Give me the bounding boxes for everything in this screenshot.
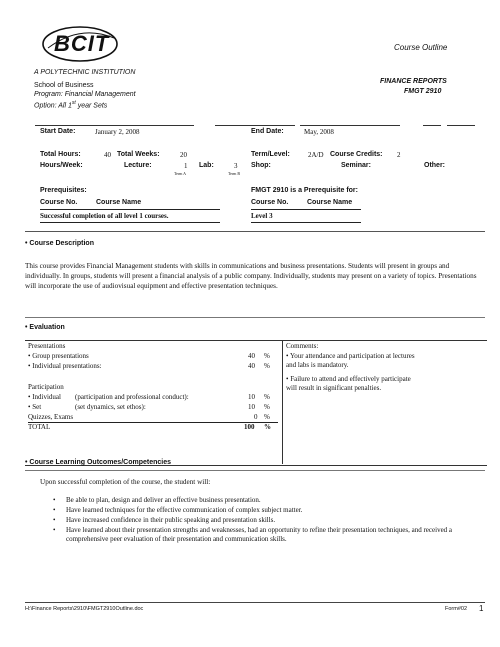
eval-group-unit: % bbox=[264, 352, 270, 360]
option-sup: st bbox=[71, 100, 76, 106]
total-hours-value: 40 bbox=[104, 151, 111, 159]
end-date-value: May, 2008 bbox=[304, 128, 334, 136]
eval-part-set-unit: % bbox=[264, 403, 270, 411]
outcome-item bbox=[53, 526, 483, 544]
eval-presentations-label: Presentations bbox=[28, 342, 66, 350]
bullet-icon: • bbox=[53, 526, 56, 534]
description-heading-text: Course Description bbox=[29, 240, 94, 247]
footer-form: Form#02 bbox=[445, 606, 468, 612]
eval-quizzes-value: 0 bbox=[254, 413, 258, 421]
footer-path: H:\Finance Reports\2910\FMGT2910Outline.doc bbox=[25, 606, 144, 612]
prereq-for-heading: FMGT 2910 is a Prerequisite for: bbox=[251, 187, 358, 194]
eval-part-individual-label: • Individual bbox=[28, 393, 61, 401]
option bbox=[34, 100, 107, 109]
eval-comment-1: • Your attendance and participation at lectures and labs is mandatory. bbox=[286, 352, 415, 369]
prereq-value: Successful completion of all level 1 courses. bbox=[40, 212, 169, 220]
school: School of Business bbox=[34, 82, 94, 89]
outcomes-intro: Upon successful completion of the course, the student will: bbox=[40, 478, 211, 486]
course-title: FINANCE REPORTS bbox=[380, 78, 447, 85]
description-heading bbox=[25, 240, 94, 247]
term-b-note: Term B bbox=[228, 171, 241, 176]
doc-type: Course Outline bbox=[394, 43, 448, 52]
prereq-for-col-name: Course Name bbox=[307, 199, 353, 206]
term-a-note: Term A bbox=[174, 171, 187, 176]
start-date-label: Start Date: bbox=[40, 128, 76, 135]
bullet-icon: • bbox=[53, 516, 56, 524]
header-rule-2 bbox=[215, 125, 295, 126]
outcome-text: Have learned about their presentation strengths and weaknesses, had an opportunity to refine their presentation techniques, and received a comprehensive peer evaluation of their presentation and communication skills. bbox=[66, 526, 453, 543]
section-rule-1 bbox=[25, 231, 485, 232]
program: Program: Financial Management bbox=[34, 91, 136, 98]
bullet-icon: • bbox=[53, 506, 56, 514]
eval-total-rule bbox=[28, 422, 278, 423]
prereq-heading: Prerequisites: bbox=[40, 187, 87, 194]
lab-value: 3 bbox=[234, 162, 238, 170]
eval-quizzes-label: Quizzes, Exams bbox=[28, 413, 74, 421]
institution: A POLYTECHNIC INSTITUTION bbox=[34, 69, 136, 76]
eval-part-set-value: 10 bbox=[248, 403, 255, 411]
term-level-value: 2A/D bbox=[308, 151, 324, 159]
option-tail: year Sets bbox=[75, 102, 108, 110]
end-date-label: End Date: bbox=[251, 128, 284, 135]
header-rule-5 bbox=[447, 125, 475, 126]
outcomes-heading bbox=[25, 459, 171, 466]
total-hours-label: Total Hours: bbox=[40, 151, 81, 158]
outcomes-heading-text: Course Learning Outcomes/Competencies bbox=[29, 459, 171, 466]
course-credits-value: 2 bbox=[397, 151, 401, 159]
bullet-icon: • bbox=[25, 324, 30, 331]
shop-label: Shop: bbox=[251, 162, 271, 169]
eval-total-unit: % bbox=[264, 423, 271, 431]
eval-individual-value: 40 bbox=[248, 362, 255, 370]
eval-part-set-detail: (set dynamics, set ethos): bbox=[75, 403, 146, 411]
prereq-rule-top-right bbox=[251, 209, 361, 210]
eval-participation-label: Participation bbox=[28, 383, 64, 391]
header-rule-3 bbox=[300, 125, 400, 126]
outcome-item bbox=[53, 496, 473, 505]
prereq-col-name: Course Name bbox=[96, 199, 142, 206]
footer-rule bbox=[25, 602, 485, 603]
hours-week-label: Hours/Week: bbox=[40, 162, 83, 169]
evaluation-heading bbox=[25, 324, 65, 331]
start-date-value: January 2, 2008 bbox=[95, 128, 140, 136]
eval-part-individual-detail: (participation and professional conduct): bbox=[75, 393, 189, 401]
bullet-icon: • bbox=[25, 459, 30, 466]
eval-quizzes-unit: % bbox=[264, 413, 270, 421]
prereq-for-col-no: Course No. bbox=[251, 199, 289, 206]
eval-total-value: 100 bbox=[244, 423, 255, 431]
eval-part-set-label: • Set bbox=[28, 403, 42, 411]
bullet-icon: • bbox=[53, 496, 56, 504]
prereq-col-no: Course No. bbox=[40, 199, 78, 206]
outcome-item bbox=[53, 516, 473, 525]
eval-comments-label: Comments: bbox=[286, 342, 319, 350]
eval-part-individual-unit: % bbox=[264, 393, 270, 401]
eval-total-label: TOTAL bbox=[28, 423, 51, 431]
outcome-text: Have learned techniques for the effective communication of complex subject matter. bbox=[66, 506, 303, 514]
eval-comment-2: • Failure to attend and effectively participate will result in significant penalties. bbox=[286, 375, 411, 392]
total-weeks-label: Total Weeks: bbox=[117, 151, 160, 158]
prereq-rule-bot-left bbox=[40, 222, 220, 223]
seminar-label: Seminar: bbox=[341, 162, 371, 169]
bullet-icon: • bbox=[25, 240, 30, 247]
header-rule-4 bbox=[423, 125, 441, 126]
term-level-label: Term/Level: bbox=[251, 151, 290, 158]
eval-group-label: • Group presentations bbox=[28, 352, 89, 360]
logo-text: BCIT bbox=[54, 31, 110, 56]
lecture-value: 1 bbox=[184, 162, 188, 170]
eval-individual-unit: % bbox=[264, 362, 270, 370]
evaluation-divider bbox=[282, 340, 283, 464]
lecture-label: Lecture: bbox=[124, 162, 152, 169]
total-weeks-value: 20 bbox=[180, 151, 187, 159]
header-rule-1 bbox=[35, 125, 194, 126]
eval-part-individual-value: 10 bbox=[248, 393, 255, 401]
outcome-text: Be able to plan, design and deliver an effective business presentation. bbox=[66, 496, 261, 504]
section-rule-3 bbox=[25, 470, 485, 471]
option-text: Option: All 1 bbox=[34, 102, 72, 110]
lab-label: Lab: bbox=[199, 162, 214, 169]
prereq-rule-top-left bbox=[40, 209, 220, 210]
outcome-text: Have increased confidence in their public speaking and presentation skills. bbox=[66, 516, 276, 524]
bcit-logo bbox=[40, 22, 120, 66]
other-label: Other: bbox=[424, 162, 445, 169]
course-code: FMGT 2910 bbox=[404, 88, 442, 95]
section-rule-2 bbox=[25, 317, 485, 318]
footer-page-number: 1 bbox=[479, 604, 484, 613]
prereq-for-value: Level 3 bbox=[251, 212, 273, 220]
prereq-rule-bot-right bbox=[251, 222, 361, 223]
description-body: This course provides Financial Management students with skills in communications and business presentations. Students will present in groups and individually. In groups, students will present a financial analysis of a public company. Individually, students may present on a variety of topics. Presentations will incorporate the use of audiovisual equipment and effective presentation techniques. bbox=[25, 262, 477, 290]
eval-group-value: 40 bbox=[248, 352, 255, 360]
outcome-item bbox=[53, 506, 473, 515]
course-credits-label: Course Credits: bbox=[330, 151, 383, 158]
evaluation-heading-text: Evaluation bbox=[29, 324, 65, 331]
eval-individual-label: • Individual presentations: bbox=[28, 362, 102, 370]
